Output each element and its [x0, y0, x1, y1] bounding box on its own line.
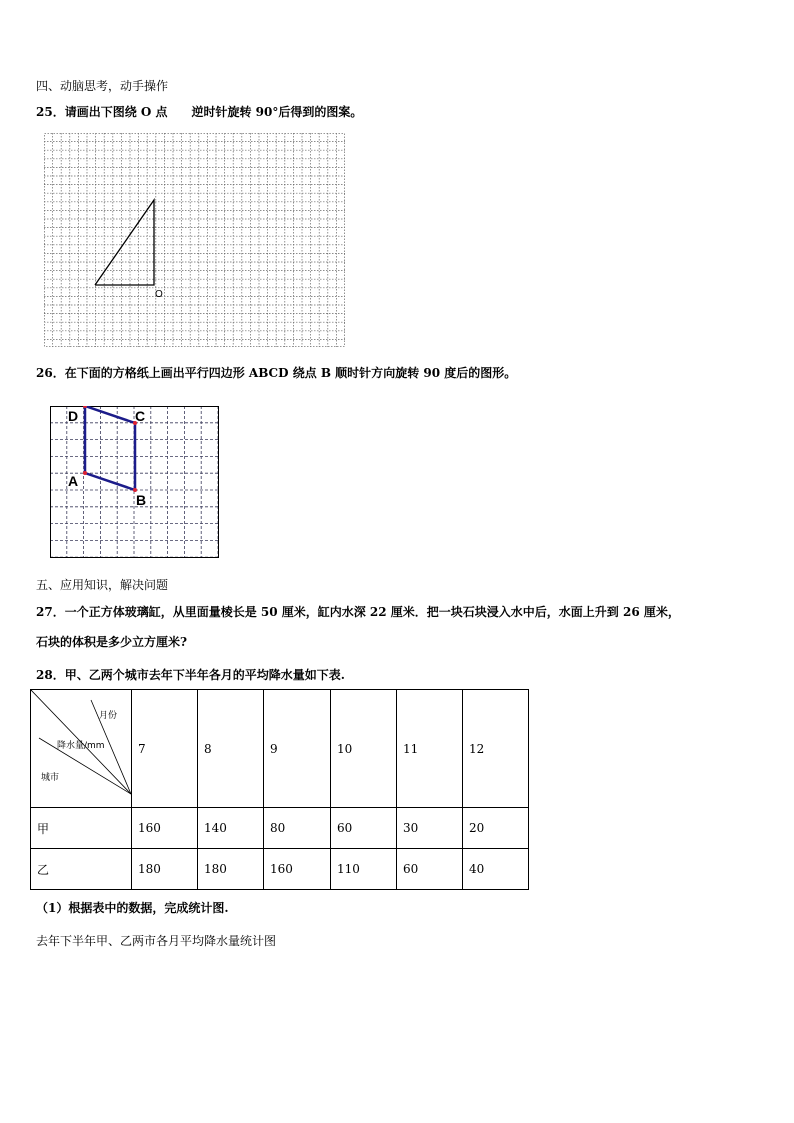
vertex-a-label: A [68, 473, 79, 489]
vertex-d-label: D [68, 408, 79, 424]
city-cell: 甲 [31, 808, 132, 849]
question-27-line-2: 石块的体积是多少立方厘米? [36, 635, 188, 649]
month-header-cell: 10 [331, 690, 397, 808]
table-corner-cell [31, 690, 132, 808]
city-cell: 乙 [31, 849, 132, 890]
table-header-row [31, 690, 529, 808]
q26-grid [50, 406, 220, 559]
value-cell: 20 [463, 808, 529, 849]
section-4-heading: 四、动脑思考，动手操作 [36, 79, 169, 93]
chart-title: 去年下半年甲、乙两市各月平均降水量统计图 [36, 934, 277, 948]
value-cell: 60 [397, 849, 463, 890]
q25-point-o: O [155, 289, 163, 300]
month-header-cell: 9 [264, 690, 331, 808]
section-5-heading: 五、应用知识，解决问题 [36, 578, 169, 592]
value-cell: 180 [198, 849, 264, 890]
value-cell: 30 [397, 808, 463, 849]
corner-label-city: 城市 [41, 773, 60, 783]
value-cell: 80 [264, 808, 331, 849]
q25-triangle [95, 200, 154, 285]
question-25-text: 25．请画出下图绕 O 点 逆时针旋转 90°后得到的图案。 [36, 105, 363, 119]
rainfall-table [30, 689, 529, 890]
month-header-cell: 7 [132, 690, 198, 808]
table-row [31, 808, 529, 849]
vertex-c-label: C [135, 408, 146, 424]
value-cell: 110 [331, 849, 397, 890]
question-26-text: 26．在下面的方格纸上画出平行四边形 ABCD 绕点 B 顺时针方向旋转 90 度后的图形。 [36, 366, 517, 380]
month-header-cell: 11 [397, 690, 463, 808]
question-28-sub-1: （1）根据表中的数据，完成统计图. [36, 901, 229, 915]
corner-label-month: 月份 [99, 711, 118, 721]
value-cell: 160 [132, 808, 198, 849]
parallelogram-abcd [85, 406, 135, 490]
month-header-cell: 8 [198, 690, 264, 808]
vertex-b-label: B [136, 492, 147, 508]
question-27-line-1: 27．一个正方体玻璃缸，从里面量棱长是 50 厘米，缸内水深 22 厘米．把一块石块浸入水中后，水面上升到 26 厘米， [36, 605, 680, 619]
month-header-cell: 12 [463, 690, 529, 808]
value-cell: 180 [132, 849, 198, 890]
question-28-text: 28．甲、乙两个城市去年下半年各月的平均降水量如下表. [36, 668, 345, 682]
q25-grid [44, 133, 346, 348]
value-cell: 140 [198, 808, 264, 849]
corner-label-rain: 降水量/mm [57, 741, 105, 751]
value-cell: 40 [463, 849, 529, 890]
value-cell: 60 [331, 808, 397, 849]
table-row [31, 849, 529, 890]
value-cell: 160 [264, 849, 331, 890]
